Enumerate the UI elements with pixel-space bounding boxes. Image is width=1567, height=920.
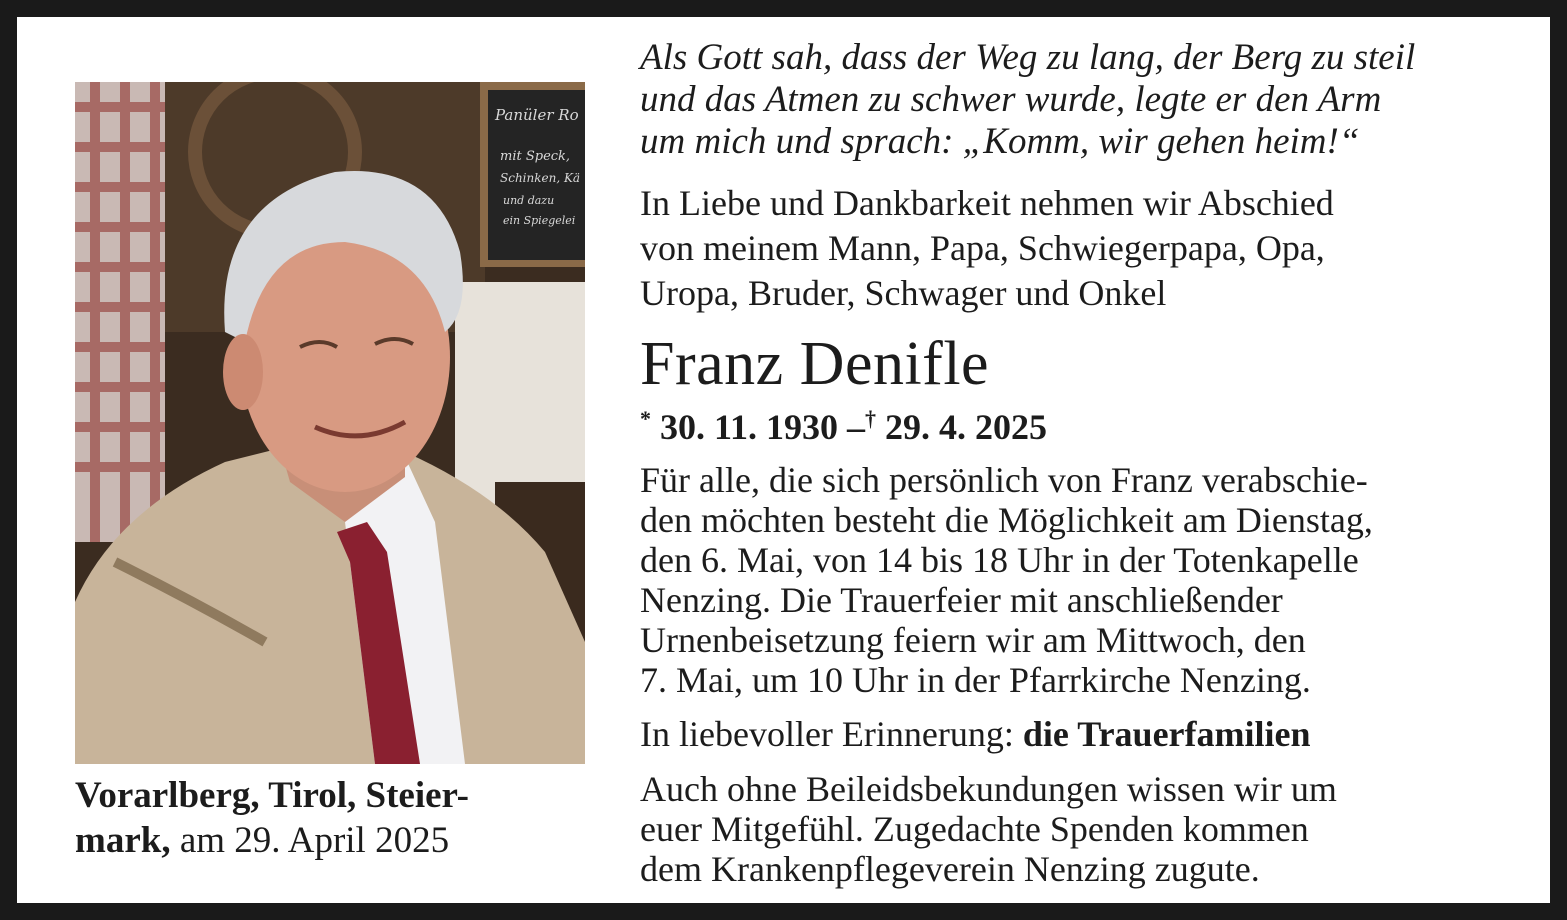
- life-dates: [640, 398, 1495, 448]
- signoff: [640, 712, 1495, 757]
- quote-line: Als Gott sah, dass der Weg zu lang, der Berg zu steil: [640, 37, 1416, 78]
- intro-line: In Liebe und Dankbarkeit nehmen wir Abschied: [640, 183, 1334, 223]
- chalkboard-line: Panüler Ro: [495, 106, 579, 124]
- details-line: den möchten besteht die Möglichkeit am Dienstag,: [640, 500, 1373, 540]
- deceased-name: Franz Denifle: [640, 330, 990, 398]
- date-separator: –: [847, 407, 866, 447]
- obituary-text-column: [640, 37, 1495, 889]
- chalkboard-line: mit Speck,: [500, 149, 571, 164]
- chalkboard: [480, 82, 585, 267]
- donation-note: [640, 769, 1495, 889]
- chalkboard-line: ein Spiegelei: [503, 214, 576, 227]
- chalkboard-line: Schinken, Kä: [500, 171, 581, 185]
- details-line: Urnenbeisetzung feiern wir am Mittwoch, den: [640, 620, 1306, 660]
- caption-location-line2: mark,: [75, 820, 171, 861]
- signoff-family: die Trauerfamilien: [1022, 714, 1311, 754]
- quote-line: um mich und sprach: „Komm, wir gehen heim!“: [640, 121, 1360, 162]
- signoff-prefix: In liebevoller Erinnerung:: [640, 714, 1014, 754]
- closing-line: euer Mitgefühl. Zugedachte Spenden kommen: [640, 809, 1309, 849]
- details-line: 7. Mai, um 10 Uhr in der Pfarrkirche Nenzing.: [640, 660, 1311, 700]
- birth-date: 30. 11. 1930: [660, 407, 839, 447]
- closing-line: Auch ohne Beileidsbekundungen wissen wir um: [640, 769, 1337, 809]
- obituary-card: [17, 17, 1550, 903]
- intro-line: Uropa, Bruder, Schwager und Onkel: [640, 273, 1167, 313]
- details-line: den 6. Mai, von 14 bis 18 Uhr in der Totenkapelle: [640, 540, 1359, 580]
- caption-location-line1: Vorarlberg, Tirol, Steier-: [75, 775, 469, 816]
- chalkboard-line: und dazu: [503, 194, 555, 207]
- photo-caption: [75, 773, 595, 863]
- caption-date: am 29. April 2025: [179, 820, 450, 861]
- portrait-photo: [75, 82, 585, 764]
- quote-line: und das Atmen zu schwer wurde, legte er den Arm: [640, 79, 1382, 120]
- memorial-quote: [640, 37, 1495, 163]
- details-line: Nenzing. Die Trauerfeier mit anschließender: [640, 580, 1283, 620]
- intro-line: von meinem Mann, Papa, Schwiegerpapa, Opa,: [640, 228, 1325, 268]
- details-line: Für alle, die sich persönlich von Franz verabschie-: [640, 460, 1368, 500]
- closing-line: dem Krankenpflegeverein Nenzing zugute.: [640, 849, 1260, 889]
- service-details: [640, 460, 1495, 700]
- death-date: 29. 4. 2025: [885, 407, 1048, 447]
- death-symbol: †: [865, 406, 877, 431]
- farewell-intro: [640, 181, 1495, 316]
- birth-symbol: *: [640, 406, 651, 431]
